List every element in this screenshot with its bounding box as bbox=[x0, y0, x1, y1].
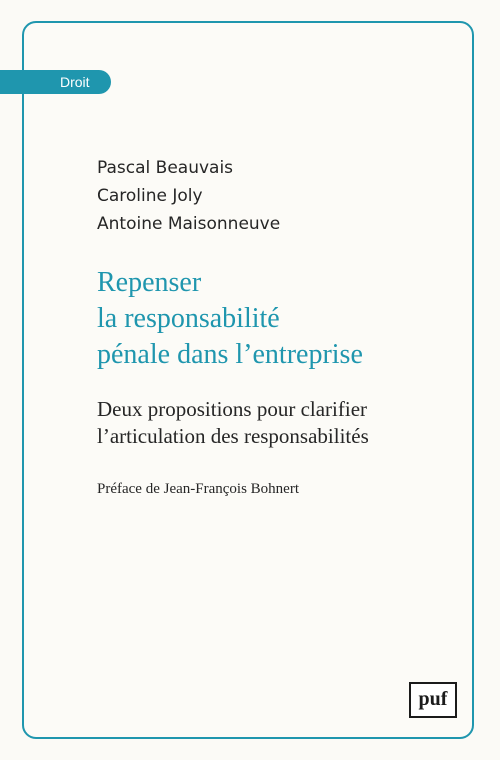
preface-credit: Préface de Jean-François Bohnert bbox=[97, 481, 300, 497]
author-name: Antoine Maisonneuve bbox=[97, 214, 281, 234]
title-line: Repenser bbox=[97, 267, 202, 298]
book-title bbox=[97, 265, 457, 373]
author-name: Pascal Beauvais bbox=[97, 158, 234, 178]
publisher-logo: puf bbox=[409, 682, 457, 718]
author-list bbox=[97, 154, 280, 238]
author-name: Caroline Joly bbox=[97, 186, 203, 206]
subtitle-line: l’articulation des responsabilités bbox=[97, 424, 369, 448]
subtitle-line: Deux propositions pour clarifier bbox=[97, 397, 368, 421]
collection-tag: Droit bbox=[0, 70, 111, 94]
title-line: la responsabilité bbox=[97, 303, 280, 334]
cover-frame bbox=[22, 21, 474, 739]
book-subtitle bbox=[97, 396, 369, 450]
title-line: pénale dans l’entreprise bbox=[97, 339, 363, 370]
